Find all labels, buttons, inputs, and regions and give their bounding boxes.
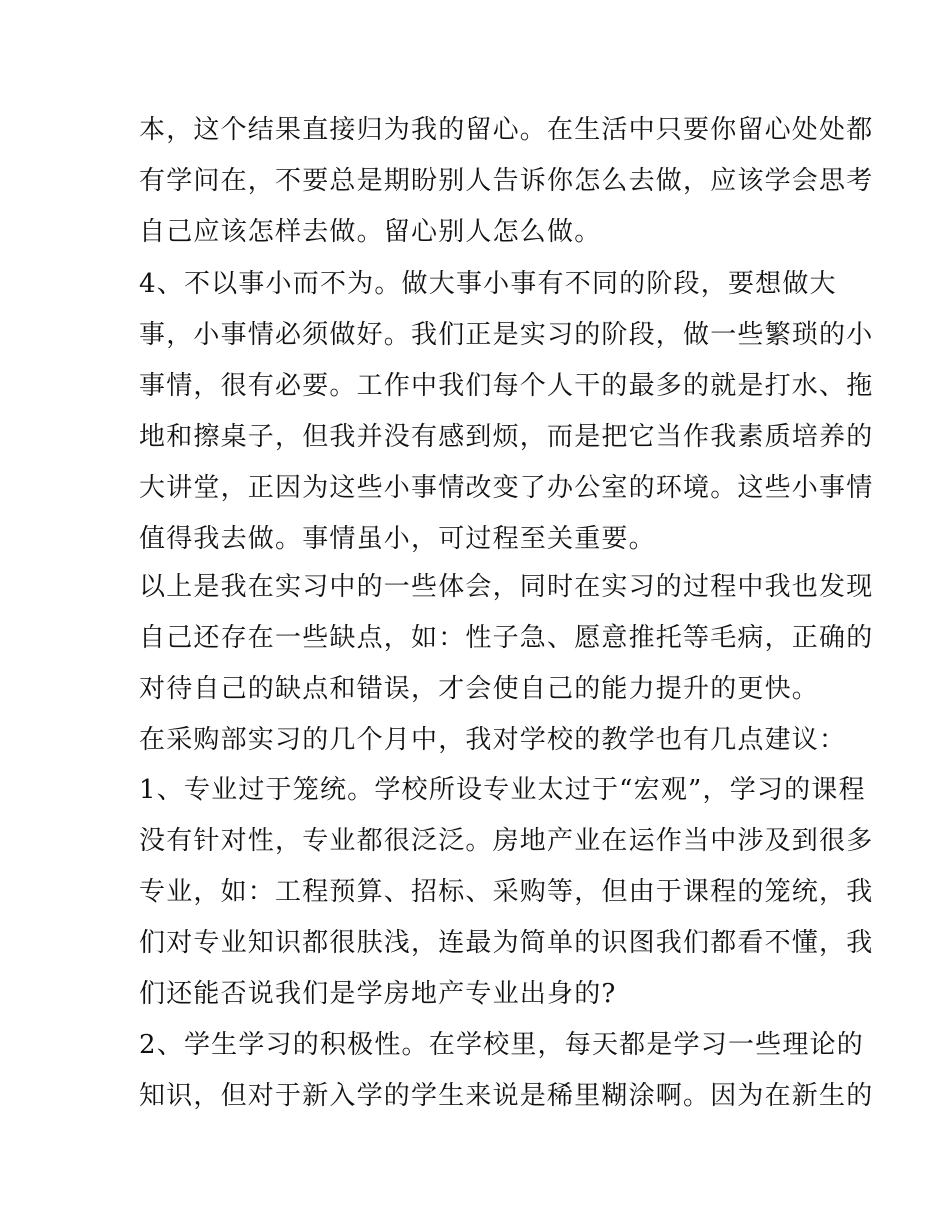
text-line: 值得我去做。事情虽小，可过程至关重要。 (139, 524, 656, 554)
text-line: 自己还存在一些缺点，如：性子急、愿意推托等毛病，正确的 (139, 623, 874, 653)
text-line: 事，小事情必须做好。我们正是实习的阶段，做一些繁琐的小 (139, 320, 874, 350)
text-line: 有学问在，不要总是期盼别人告诉你怎么去做，应该学会思考 (139, 166, 874, 196)
text-line: 1、专业过于笼统。学校所设专业太过于“宏观”，学习的课程 (139, 775, 866, 805)
text-line: 2、学生学习的积极性。在学校里，每天都是学习一些理论的 (139, 1030, 864, 1060)
text-line: 地和擦桌子，但我并没有感到烦，而是把它当作我素质培养的 (139, 422, 874, 452)
text-line: 在采购部实习的几个月中，我对学校的教学也有几点建议： (139, 725, 847, 755)
text-line: 们还能否说我们是学房地产专业出身的? (139, 979, 617, 1009)
text-line: 没有针对性，专业都很泛泛。房地产业在运作当中涉及到很多 (139, 826, 874, 856)
text-line: 知识，但对于新入学的学生来说是稀里糊涂啊。因为在新生的 (139, 1081, 874, 1111)
text-line: 以上是我在实习中的一些体会，同时在实习的过程中我也发现 (139, 572, 874, 602)
text-line: 大讲堂，正因为这些小事情改变了办公室的环境。这些小事情 (139, 473, 874, 503)
text-line: 自己应该怎样去做。留心别人怎么做。 (139, 217, 602, 247)
text-line: 本，这个结果直接归为我的留心。在生活中只要你留心处处都 (139, 115, 874, 145)
text-line: 们对专业知识都很肤浅，连最为简单的识图我们都看不懂，我 (139, 928, 874, 958)
text-line: 对待自己的缺点和错误，才会使自己的能力提升的更快。 (139, 674, 820, 704)
text-line: 4、不以事小而不为。做大事小事有不同的阶段，要想做大 (139, 269, 837, 299)
text-line: 专业，如：工程预算、招标、采购等，但由于课程的笼统，我 (139, 877, 874, 907)
text-line: 事情，很有必要。工作中我们每个人干的最多的就是打水、拖 (139, 371, 874, 401)
